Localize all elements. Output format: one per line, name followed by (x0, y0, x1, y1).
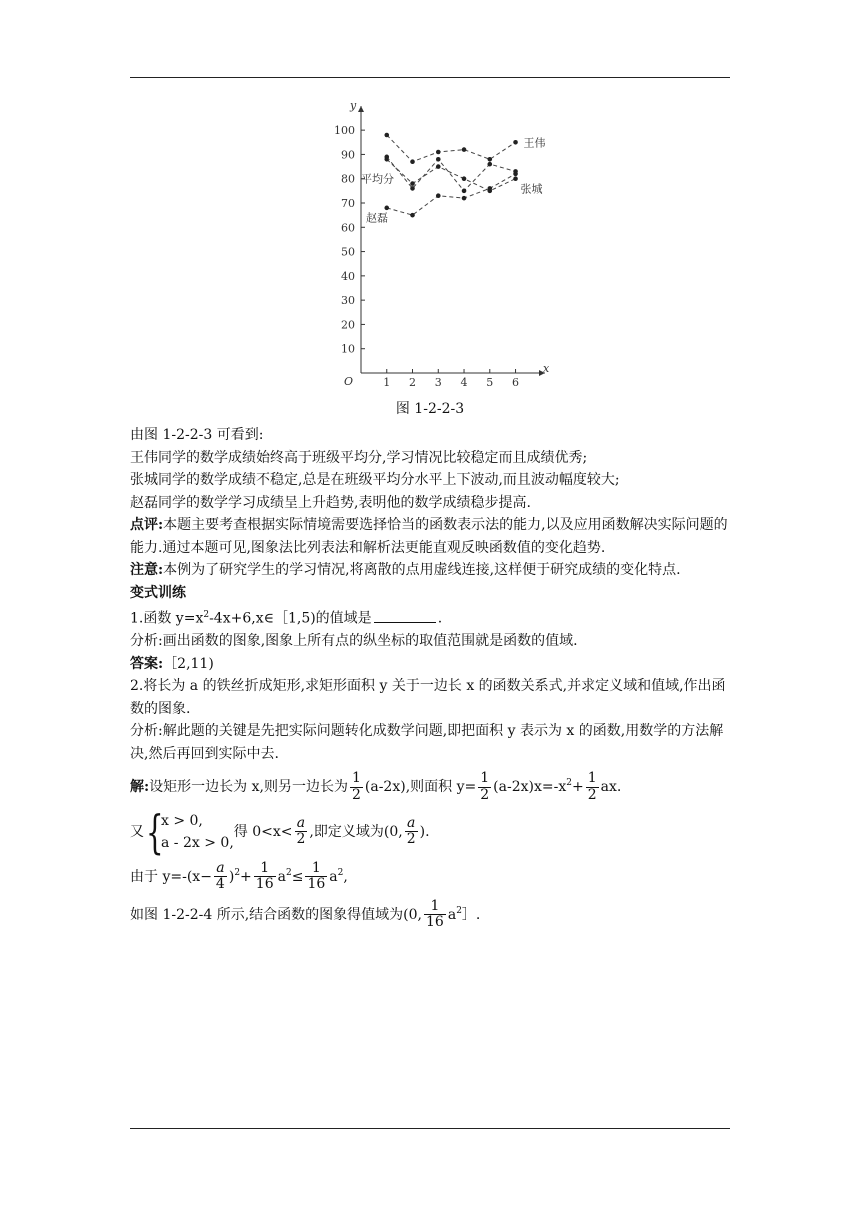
fraction-1-over-16: $\frac{1}{16}$ (426, 897, 444, 931)
data-point (436, 164, 441, 169)
fraction-a-over-2: $\frac{a}{2}$ (296, 815, 306, 848)
fraction-1-over-16: $\frac{1}{16}$ (307, 859, 326, 893)
data-point (410, 159, 415, 164)
data-point (410, 181, 415, 186)
data-point (487, 162, 492, 167)
comment-label: 点评: (130, 517, 164, 533)
data-point (410, 213, 415, 218)
fraction-half: $\frac{1}{2}$ (480, 770, 490, 803)
data-point (410, 186, 415, 191)
x-tick-label: 2 (409, 376, 417, 389)
y-tick-label: 10 (341, 342, 355, 356)
domain-line: 又 { x > 0, a - 2x > 0, 得 0<x< $\frac{a}{2}$ ,即定义域为(0, $\frac{a}{2}$ ). (130, 804, 430, 859)
score-line-chart (320, 98, 550, 390)
data-point (513, 140, 518, 145)
question-1-analysis: 分析:画出函数的图象,图象上所有点的纵坐标的取值范围就是函数的值域. (130, 633, 578, 650)
y-tick-label: 70 (341, 197, 355, 210)
y-axis-arrow (358, 106, 364, 112)
data-point (436, 150, 441, 155)
series-label-wangwei: 王伟 (523, 136, 546, 150)
question-1: 1.函数 $y=x^2-4x+6,x\in[1,5$)的值域是 . (130, 604, 735, 630)
analysis-line-3: 赵磊同学的数学学习成绩呈上升趋势,表明他的数学成绩稳步提高. (130, 494, 531, 511)
note-label: 注意: (130, 562, 164, 578)
x-tick-label: 4 (460, 376, 468, 389)
data-point (436, 157, 441, 162)
data-point (487, 186, 492, 191)
solution-line: 解:设矩形一边长为 x,则另一边长为 $\frac{1}{2}$ (a-2x),则面积 y= $\frac{1}{2}$ $(a-2x)x=-x^2+$ $\frac{1}{2}$ ax. (130, 770, 622, 803)
data-point (462, 196, 467, 201)
footer-rule (130, 1128, 730, 1129)
question-2-analysis: 分析:解此题的关键是先把实际问题转化成数学问题,即把面积 y 表示为 x 的函数,用数学的方法解决,然后再回到实际中去. (130, 723, 724, 762)
note-text: 本例为了研究学生的学习情况,将离散的点用虚线连接,这样便于研究成绩的变化特点. (163, 562, 681, 578)
note-paragraph (130, 559, 735, 582)
document-body (130, 424, 735, 931)
x-tick-label: 3 (434, 376, 442, 389)
x-tick-label: 5 (486, 376, 494, 389)
data-point (384, 133, 389, 138)
question-2: 2.将长为 a 的铁丝折成矩形,求矩形面积 y 关于一边长 x 的函数关系式,并求定义域和值域,作出函数的图象. (130, 678, 726, 717)
data-point (384, 155, 389, 160)
analysis-line-1: 王伟同学的数学成绩始终高于班级平均分,学习情况比较稳定而且成绩优秀; (130, 449, 588, 466)
x-axis-label: x (543, 362, 550, 375)
answer-value: ［2,11) (163, 655, 214, 672)
header-rule (130, 77, 730, 78)
comment-paragraph (130, 514, 735, 559)
analysis-line-2: 张城同学的数学成绩不稳定,总是在班级平均分水平上下波动,而且波动幅度较大; (130, 472, 620, 488)
data-point (436, 193, 441, 198)
data-point (462, 189, 467, 194)
series-line (387, 157, 516, 191)
y-tick-label: 100 (334, 124, 355, 138)
series-label-zhaolei: 赵磊 (366, 211, 388, 225)
data-point (487, 157, 492, 162)
y-axis-label: y (350, 99, 357, 112)
x-tick-label: 6 (512, 376, 520, 389)
data-point (513, 176, 518, 181)
range-conclusion: 如图 1-2-2-4 所示,结合函数的图象得值域为(0, $\frac{1}{16}$ $a^2]$. (130, 897, 481, 931)
answer-blank (374, 608, 436, 623)
series-label-zhangcheng: 张城 (520, 182, 543, 196)
y-tick-label: 80 (341, 172, 355, 186)
y-tick-label: 30 (341, 294, 355, 308)
intro-line: 由图 1-2-2-3 可看到: (130, 427, 264, 443)
data-point (462, 176, 467, 181)
data-point (384, 206, 389, 211)
y-tick-label: 60 (341, 221, 355, 235)
comment-text: 本题主要考查根据实际情境需要选择恰当的函数表示法的能力,以及应用函数解决实际问题的能力.通过本题可见,图象法比列表法和解析法更能直观反映函数值的变化趋势. (130, 517, 728, 556)
y-tick-label: 50 (341, 245, 355, 259)
data-point (513, 172, 518, 177)
figure-caption: 图 1-2-2-3 (395, 401, 465, 417)
fraction-a-over-4: $\frac{a}{4}$ (215, 859, 225, 893)
y-tick-label: 20 (341, 318, 355, 332)
section-heading: 变式训练 (130, 584, 186, 601)
series-line (387, 135, 516, 162)
y-tick-label: 40 (341, 269, 355, 283)
x-tick-label: 1 (383, 376, 391, 389)
y-tick-label: 90 (341, 148, 355, 162)
fraction-half: $\frac{1}{2}$ (587, 770, 597, 803)
data-point (462, 147, 467, 152)
range-derivation: 由于 y=-(x− $\frac{a}{4}$ )$^2$+ $\frac{1}{16}$ $a^2\le$ $\frac{1}{16}$ $a^2$, (130, 859, 348, 893)
inequality-system: { x > 0, a - 2x > 0, (146, 804, 234, 859)
answer-label: 答案: (130, 655, 164, 672)
answer-line (130, 653, 735, 676)
fraction-a-over-2: $\frac{a}{2}$ (406, 815, 416, 848)
origin-label: O (344, 375, 354, 388)
fraction-half: $\frac{1}{2}$ (351, 770, 361, 803)
fraction-1-over-16: $\frac{1}{16}$ (255, 859, 274, 893)
series-label-average: 平均分 (361, 172, 394, 186)
